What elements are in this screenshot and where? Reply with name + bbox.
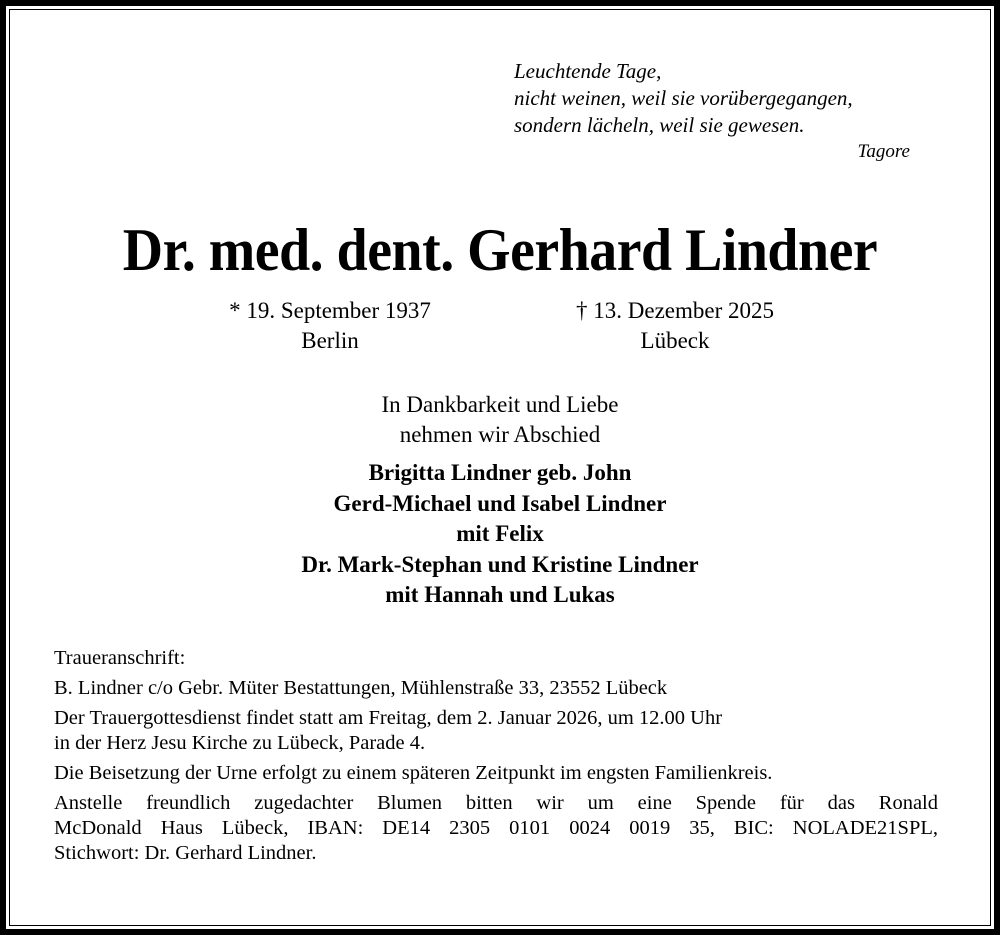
birth-place: Berlin <box>301 328 359 353</box>
service-line: Der Trauergottesdienst findet statt am Freitag, dem 2. Januar 2026, um 12.00 Uhr <box>54 707 723 729</box>
birth-date: * 19. September 1937 <box>229 298 431 323</box>
quote-line: nicht weinen, weil sie vorübergegangen, <box>514 86 853 110</box>
mourner-entry: Gerd-Michael und Isabel Lindner <box>333 490 667 516</box>
farewell-line: In Dankbarkeit und Liebe <box>381 392 619 417</box>
death-date: † 13. Dezember 2025 <box>576 298 774 323</box>
donation-line: Anstelle freundlich zugedachter Blumen bitten wir um eine Spende für das Ronald <box>54 792 938 814</box>
quote-author: Tagore <box>857 141 910 162</box>
epigraph-quote <box>514 58 914 165</box>
quote-line: sondern lächeln, weil sie gewesen. <box>514 113 805 137</box>
birth-info <box>190 296 470 356</box>
service-details <box>54 706 938 756</box>
mourning-address: B. Lindner c/o Gebr. Müter Bestattungen, Mühlenstraße 33, 23552 Lübeck <box>54 677 668 699</box>
death-info <box>540 296 810 356</box>
deceased-name: Dr. med. dent. Gerhard Lindner <box>122 217 878 283</box>
donation-line: McDonald Haus Lübeck, IBAN: DE14 2305 0101 0024 0019 35, BIC: NOLADE21SPL, <box>54 817 938 839</box>
mourner-entry: mit Hannah und Lukas <box>385 582 615 607</box>
funeral-information <box>54 646 938 872</box>
mourners-list <box>0 458 1000 611</box>
donation-line: Stichwort: Dr. Gerhard Lindner. <box>54 842 317 864</box>
farewell-text <box>0 390 1000 450</box>
mourner-entry: Dr. Mark-Stephan und Kristine Lindner <box>301 551 699 577</box>
burial-note: Die Beisetzung der Urne erfolgt zu einem späteren Zeitpunkt im engsten Familienkreis. <box>54 762 773 784</box>
address-label: Traueranschrift: <box>54 647 186 669</box>
farewell-line: nehmen wir Abschied <box>399 422 601 447</box>
quote-line: Leuchtende Tage, <box>514 59 662 83</box>
service-line: in der Herz Jesu Kirche zu Lübeck, Parade 4. <box>54 732 426 754</box>
death-place: Lübeck <box>640 328 710 353</box>
mourner-entry: Brigitta Lindner geb. John <box>368 460 632 485</box>
donation-request <box>54 791 938 866</box>
mourner-entry: mit Felix <box>456 521 544 546</box>
